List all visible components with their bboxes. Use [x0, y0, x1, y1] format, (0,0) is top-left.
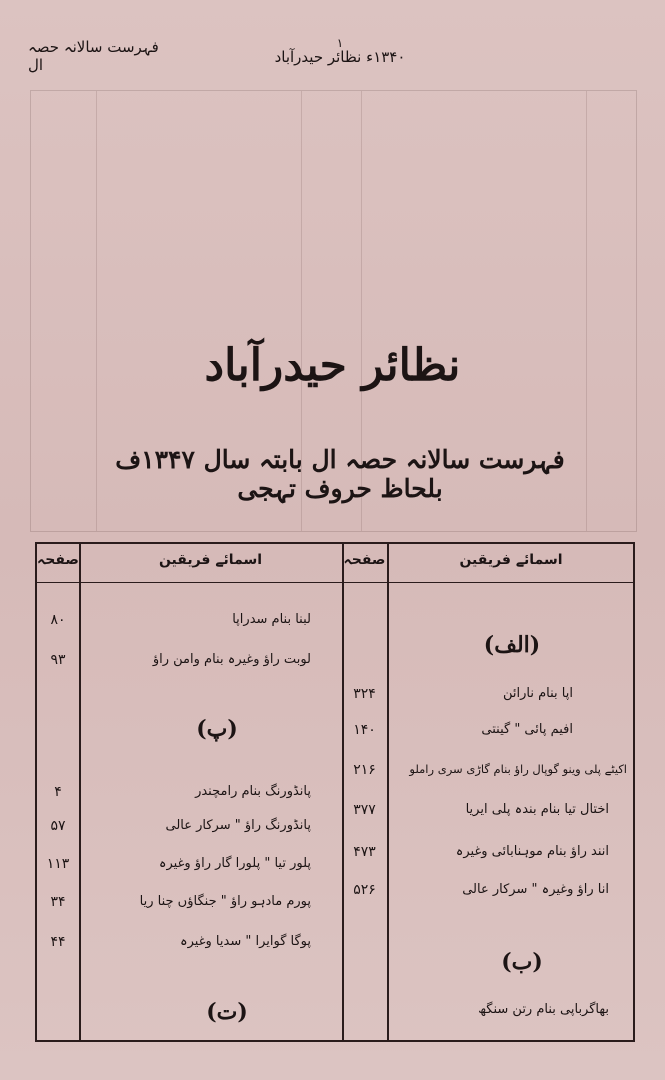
list-item: اختال تیا بنام بندہ پلی ایریا — [465, 802, 609, 817]
list-item: اکیٹے پلی وینو گوپال راؤ بنام گاڑی سری راملو — [409, 762, 627, 776]
page-number: ۹۳ — [50, 652, 66, 668]
section-pe: (پ) — [196, 716, 238, 742]
page-number: ۵۲۶ — [353, 882, 376, 898]
list-item: پلور تیا " پلورا گار راؤ وغیرہ — [158, 856, 311, 871]
page-number: ۳۴ — [50, 894, 66, 910]
section-alef: (الف) — [483, 632, 541, 658]
running-head-center — [230, 38, 450, 78]
page-number: ۸۰ — [50, 612, 66, 628]
running-head-center-top: ۱ — [336, 36, 344, 50]
list-item: انا راؤ وغیرہ " سرکار عالی — [462, 882, 609, 897]
running-head-left: فہرست سالانہ حصہ ال — [28, 38, 159, 74]
section-be: (ب) — [501, 949, 543, 975]
header-right-page: صفحہ — [343, 552, 386, 568]
page-number: ۳۲۴ — [353, 686, 376, 702]
page-number: ۲۱۶ — [353, 762, 376, 778]
page-number: ۱۴۰ — [353, 722, 376, 738]
list-item: لوبت راؤ وغیرہ بنام وامن راؤ — [152, 652, 311, 667]
page-number: ۴۴ — [50, 934, 66, 950]
page-title: نظائر حیدرآباد — [204, 340, 461, 391]
section-te: (ت) — [206, 999, 248, 1025]
header-left-page: صفحہ — [37, 552, 79, 568]
list-item: پورم مادہو راؤ " جنگاؤں چنا ریا — [139, 894, 311, 909]
page-number: ۱۱۳ — [46, 856, 70, 872]
page-number: ۳۷۷ — [353, 802, 376, 818]
page-number: ۴ — [54, 784, 62, 800]
page-subtitle: فہرست سالانہ حصہ ال بابتہ سال ۱۳۴۷ف بلحاظ حروف تہجی — [115, 445, 565, 503]
header-right-names: اسمائے فریقین — [459, 552, 563, 568]
list-item: اپا بنام نارائن — [503, 686, 573, 701]
list-item: افیم پائی " گینتی — [481, 722, 573, 737]
list-item: پوگا گوایرا " سدیا وغیرہ — [180, 934, 311, 949]
index-table — [35, 542, 635, 1042]
list-item: بھاگرباپی بنام رتن سنگھ — [478, 1002, 609, 1017]
list-item: لبنا بنام سدراپا — [232, 612, 311, 627]
header-left-names: اسمائے فریقین — [158, 552, 263, 568]
running-head-center-text: ۱۳۴۰ء نظائر حیدرآباد — [274, 48, 406, 66]
list-item: پانڈورنگ بنام رامچندر — [195, 784, 311, 799]
page-number: ۴۷۳ — [353, 844, 376, 860]
list-item: انند راؤ بنام موہنابائی وغیرہ — [455, 844, 609, 859]
page-number: ۵۷ — [50, 818, 66, 834]
list-item: پانڈورنگ راؤ " سرکار عالی — [165, 818, 311, 833]
